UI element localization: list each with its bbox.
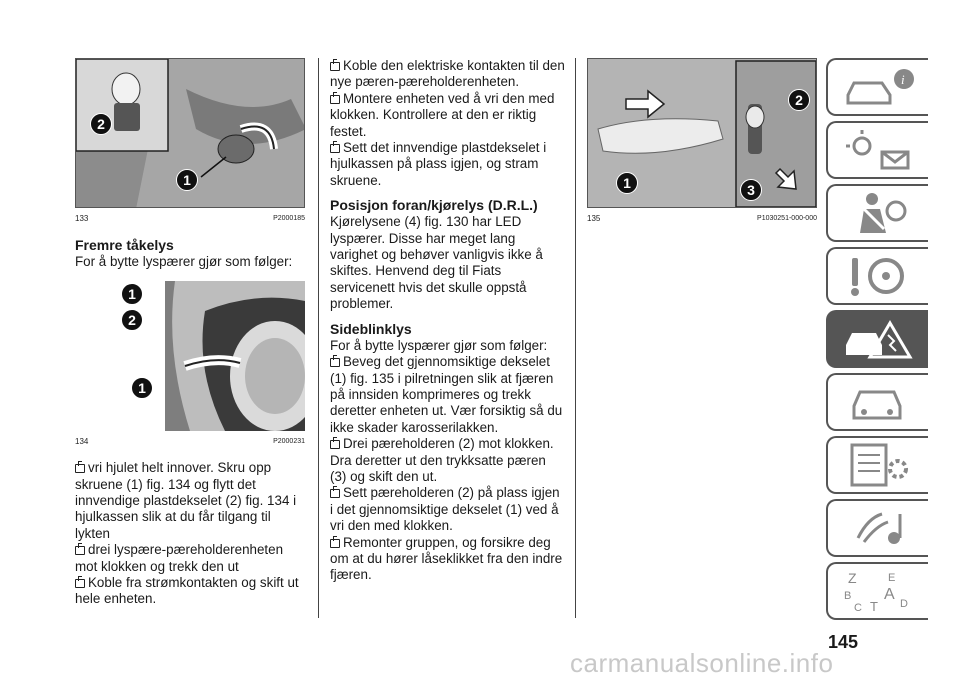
tab-dashboard-lights[interactable] (826, 121, 928, 179)
intro-text: For å bytte lyspærer gjør som følger: (75, 254, 293, 270)
step-item: vri hjulet helt innover. Skru opp skruene (1) fig. 134 og flytt det innvendige plastdekselet (2) fig. 134 i hjulkassen slik at du får tilgang til lykten (75, 460, 297, 541)
car-maintenance-icon (838, 378, 918, 426)
figure-code: P2000185 (273, 215, 305, 222)
figure-133 (75, 58, 305, 208)
wheel-arch-illustration (75, 281, 305, 431)
figure-number: 135 (587, 214, 601, 223)
step-list (75, 460, 305, 608)
checkbox-icon (75, 464, 85, 473)
index-letter: A (884, 586, 895, 603)
emergency-warning-icon (838, 315, 918, 363)
chapter-tabs (826, 58, 928, 625)
figure-135 (587, 58, 817, 208)
step-item: drei lyspære-pæreholderenheten mot klokken og trekk den ut (75, 542, 284, 574)
seatbelt-airbag-icon (838, 189, 918, 237)
multimedia-icon (838, 504, 918, 552)
figure-caption (75, 434, 305, 450)
index-letter: B (844, 590, 852, 602)
step-list (330, 58, 565, 189)
figure-caption (75, 211, 305, 227)
checkbox-icon (75, 579, 85, 588)
side-intro: For å bytte lyspærer gjør som følger: (330, 337, 548, 353)
step-item: Sett det innvendige plastdekselet i hjulkassen på plass igjen, og stram skruene. (330, 140, 547, 188)
column-3 (587, 58, 817, 237)
index-icon (838, 567, 918, 615)
figure-code: P2000231 (273, 437, 305, 445)
callout-1-top: 1 (121, 283, 143, 305)
callout-2: 2 (788, 89, 810, 111)
tab-multimedia[interactable] (826, 499, 928, 557)
checkbox-icon (330, 144, 340, 153)
dashboard-lights-icon (838, 126, 918, 174)
tab-starting-driving[interactable] (826, 247, 928, 305)
figure-code: P1030251-000-000 (757, 215, 817, 222)
index-letter: Z (848, 570, 857, 586)
step-list (330, 354, 565, 584)
step-item: Koble den elektriske kontakten til den nye pæren-pæreholderenheten. (330, 58, 565, 90)
checkbox-icon (330, 440, 340, 449)
page-number: 145 (828, 632, 859, 652)
figure-number: 133 (75, 214, 89, 223)
step-item: Montere enheten ved å vri den med klokken. Kontrollere at den er riktig festet. (330, 90, 555, 139)
column-2 (330, 58, 565, 584)
step-item: Drei pæreholderen (2) mot klokken. Dra deretter ut den trykksatte pæren (3) og skift den ut. (330, 436, 554, 484)
drl-text: Kjørelysene (4) fig. 130 har LED lyspærer. Disse har meget lang varighet og behøver vanligvis ikke å skiftes. Henvend deg til Fiats servicenett hvis det skulle oppstå problemer. (330, 214, 543, 312)
checkbox-icon (330, 62, 340, 71)
tab-emergency[interactable] (826, 310, 928, 368)
heading-fog-lights: Fremre tåkelys (75, 237, 174, 254)
tab-technical-data[interactable] (826, 436, 928, 494)
figure-caption (587, 211, 817, 227)
column-divider (318, 58, 319, 618)
index-letter: D (900, 598, 908, 610)
heading-side-indicator: Sideblinklys (330, 320, 412, 337)
checkbox-icon (330, 358, 340, 367)
callout-1-bottom: 1 (131, 377, 153, 399)
checkbox-icon (330, 539, 340, 548)
figure-number: 134 (75, 436, 89, 446)
checkbox-icon (75, 546, 85, 555)
callout-3: 3 (740, 179, 762, 201)
tab-maintenance[interactable] (826, 373, 928, 431)
car-info-icon (838, 63, 918, 111)
tab-safety[interactable] (826, 184, 928, 242)
checkbox-icon (330, 95, 340, 104)
callout-1: 1 (176, 169, 198, 191)
step-item: Sett pæreholderen (2) på plass igjen i det gjennomsiktige dekselet (1) ved å vri den med klokken. (330, 485, 560, 534)
index-letter: T (870, 599, 878, 614)
step-item: Remonter gruppen, og forsikre deg om at du hører låseklikket fra den indre fjæren. (330, 534, 563, 583)
index-letter: E (888, 572, 896, 584)
heading-drl: Posisjon foran/kjørelys (D.R.L.) (330, 197, 538, 214)
callout-1: 1 (616, 172, 638, 194)
step-item: Koble fra strømkontakten og skift ut hele enheten. (75, 575, 299, 607)
tab-car-info[interactable] (826, 58, 928, 116)
column-divider (575, 58, 576, 618)
svg-text:i: i (901, 72, 905, 87)
column-1 (75, 58, 305, 608)
checkbox-icon (330, 489, 340, 498)
figure-134 (75, 281, 305, 431)
watermark: carmanualsonline.info (570, 648, 834, 678)
callout-2: 2 (90, 113, 112, 135)
tab-index[interactable] (826, 562, 928, 620)
step-item: Beveg det gjennomsiktige dekselet (1) fig. 135 i pilretningen slik at fjæren på innsiden komprimeres og trekk deretter enheten ut. Vær forsiktig så du ikke skader karosserilakken. (330, 354, 563, 435)
index-letter: C (854, 602, 862, 614)
technical-data-icon (838, 441, 918, 489)
steering-wheel-key-icon (838, 252, 918, 300)
callout-2: 2 (121, 309, 143, 331)
